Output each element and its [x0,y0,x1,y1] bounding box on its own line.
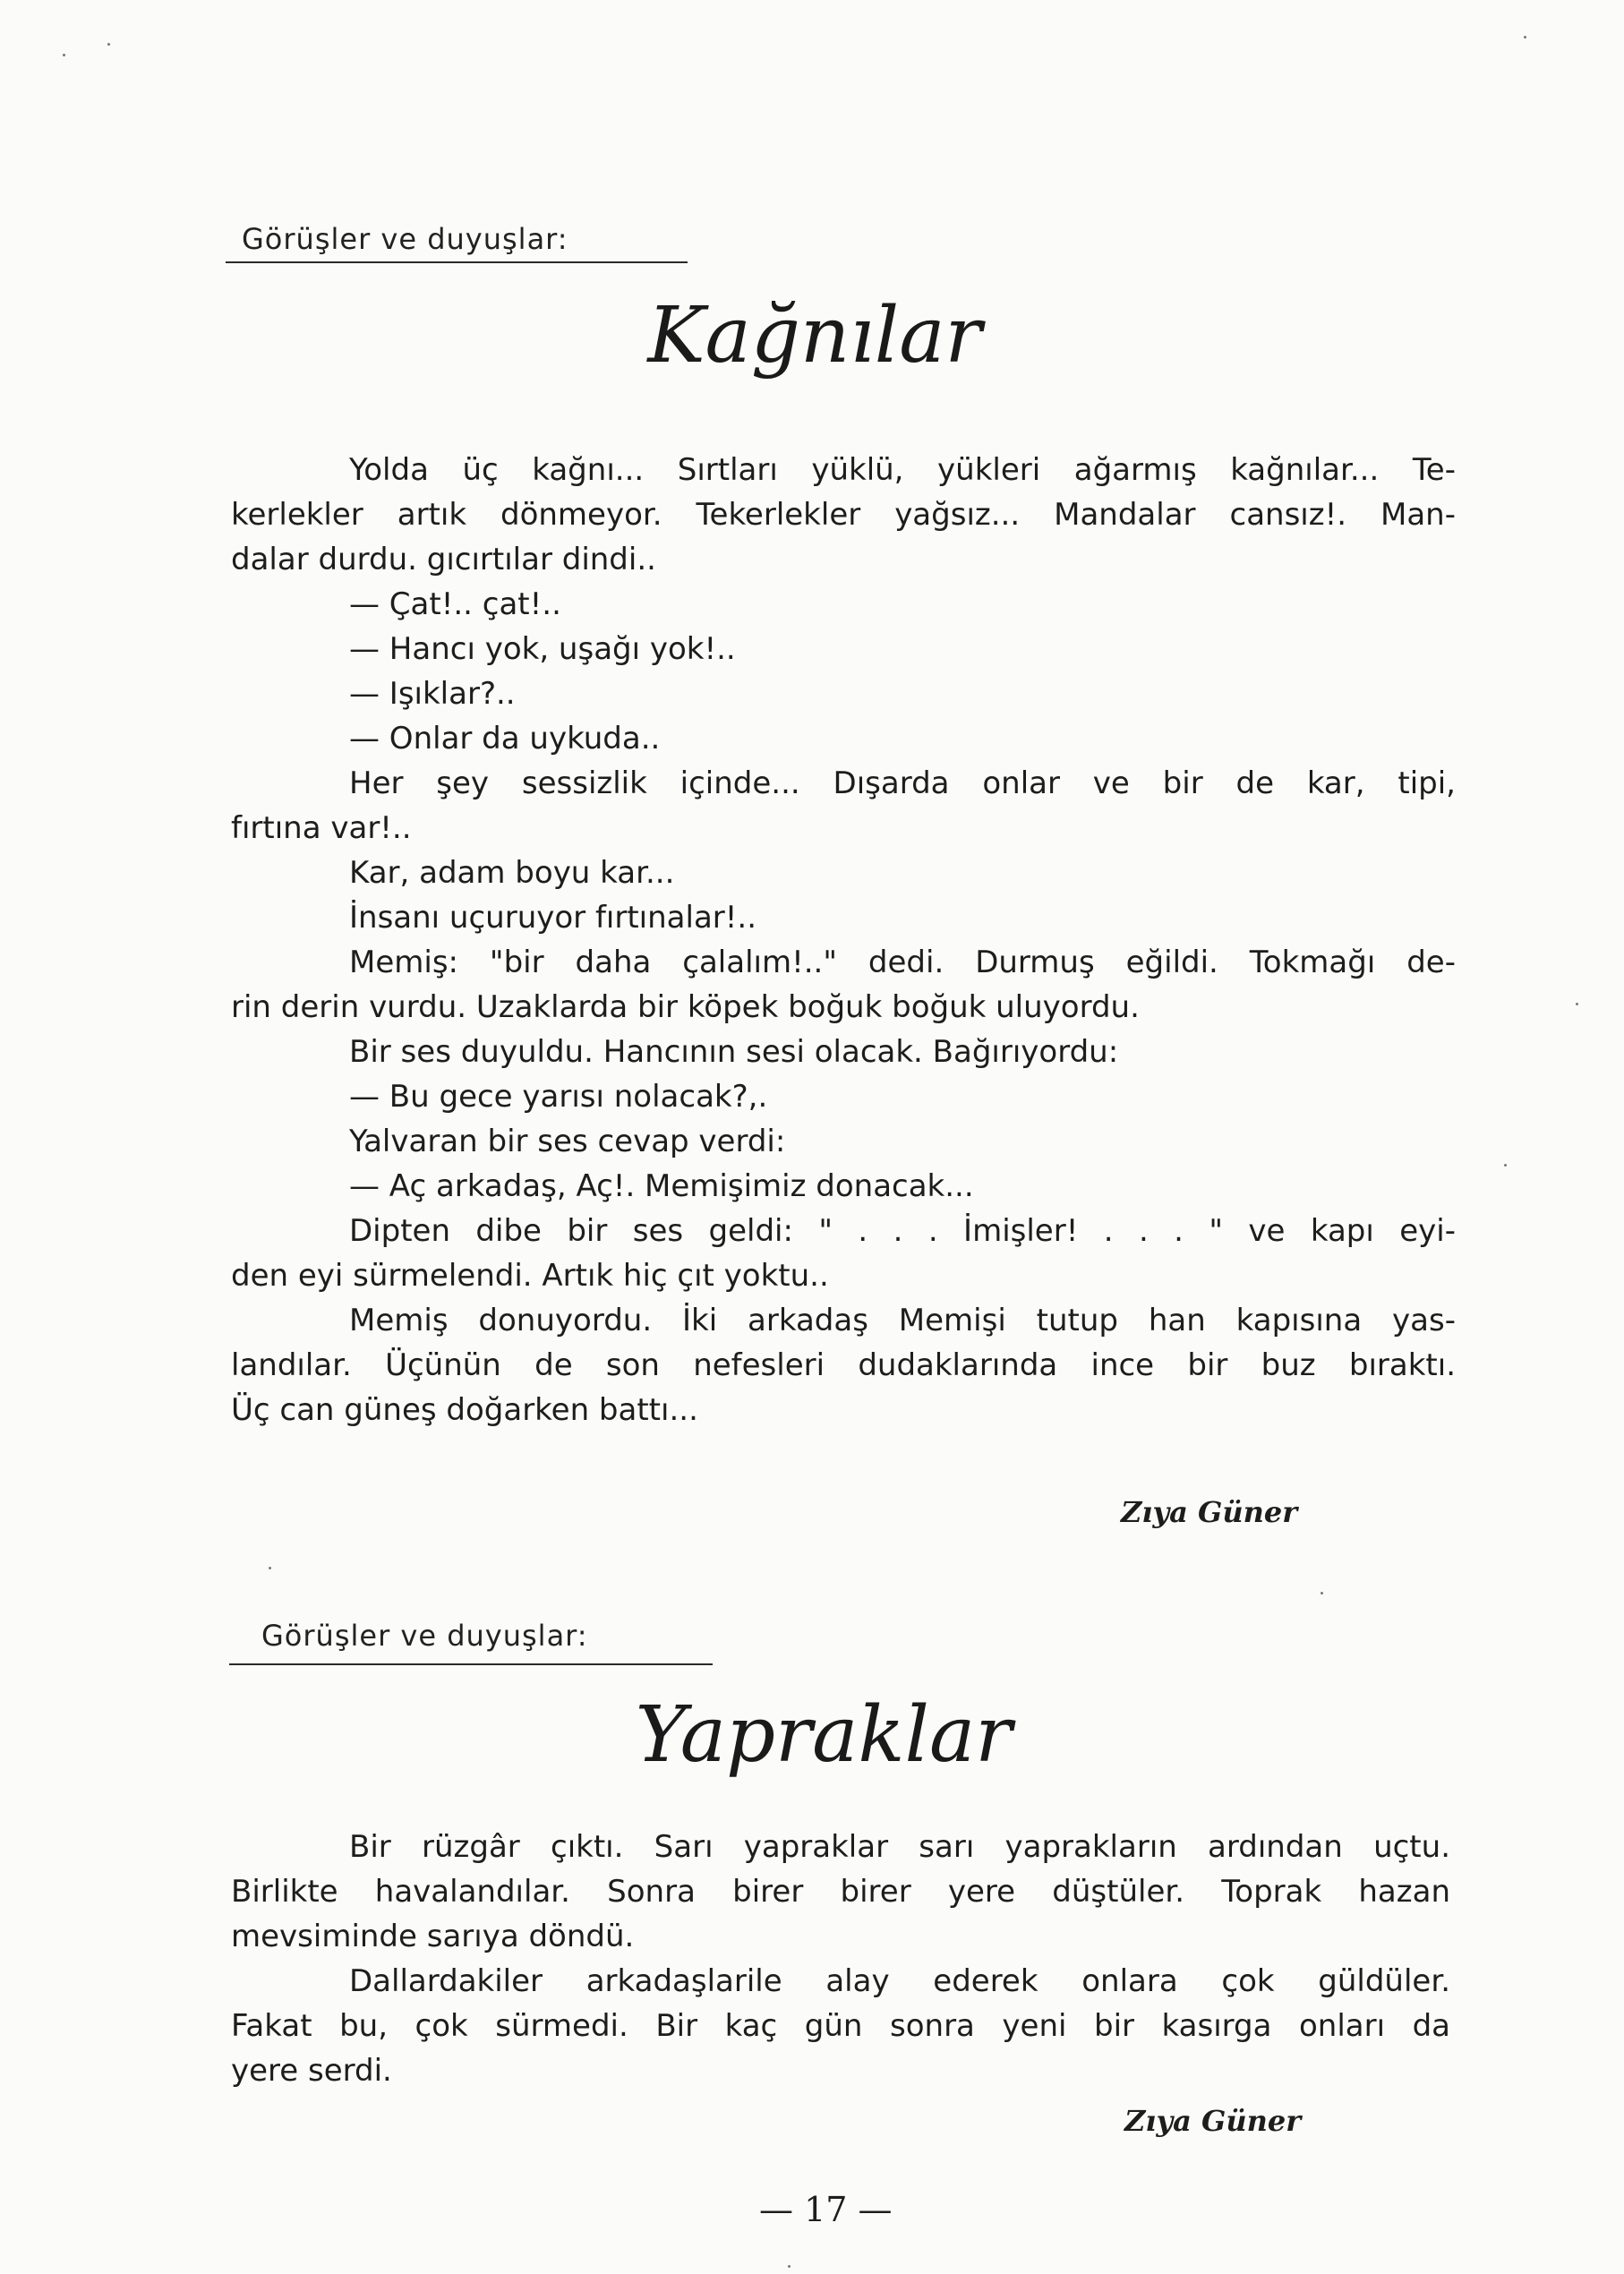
body-line: Her şey sessizlik içinde... Dışarda onlar ve bir de kar, tipi, [349,765,1456,801]
scan-speck [107,43,110,46]
body-line: dalar durdu. gıcırtılar dindi.. [231,542,656,577]
body-line: Memiş donuyordu. İki arkadaş Memişi tutup han kapısına yas- [349,1303,1456,1338]
body-line: den eyi sürmelendi. Artık hiç çıt yoktu.. [231,1258,829,1294]
section-label-1: Görüşler ve duyuşlar: [242,222,568,256]
body-line: — Aç arkadaş, Aç!. Memişimiz donacak... [349,1168,974,1204]
scan-speck [269,1567,271,1569]
body-line: — Işıklar?.. [349,676,516,712]
page-number: — 17 — [759,2190,893,2229]
body-line: landılar. Üçünün de son nefesleri dudaklarında ince bir buz bıraktı. [231,1347,1456,1383]
body-line: Bir ses duyuldu. Hancının sesi olacak. Bağırıyordu: [349,1034,1119,1070]
article-title-1: Kağnılar [647,291,982,380]
article-body-1 [231,448,1456,1432]
body-line: fırtına var!.. [231,810,412,846]
body-line: Bir rüzgâr çıktı. Sarı yapraklar sarı yaprakların ardından uçtu. [349,1829,1450,1865]
section-rule-1 [226,261,688,263]
section-label-2: Görüşler ve duyuşlar: [261,1619,588,1653]
body-line: yere serdi. [231,2053,392,2089]
scan-speck [1576,1003,1578,1005]
article-body-2 [231,1825,1450,2093]
body-line: Üç can güneş doğarken battı... [231,1392,698,1428]
body-line: Memiş: "bir daha çalalım!.." dedi. Durmuş eğildi. Tokmağı de- [349,945,1456,980]
article-title-2: Yapraklar [635,1690,1013,1780]
body-line: kerlekler artık dönmeyor. Tekerlekler yağsız... Mandalar cansız!. Man- [231,497,1456,533]
scan-speck [63,54,65,56]
body-line: Yolda üç kağnı... Sırtları yüklü, yükleri ağarmış kağnılar... Te- [349,452,1456,488]
body-line: — Onlar da uykuda.. [349,721,661,757]
body-line: Birlikte havalandılar. Sonra birer birer yere düştüler. Toprak hazan [231,1874,1450,1910]
scan-speck [788,2265,791,2268]
section-rule-2 [229,1663,713,1665]
body-line: İnsanı uçuruyor fırtınalar!.. [349,900,757,936]
body-line: Kar, adam boyu kar... [349,855,675,891]
body-line: Fakat bu, çok sürmedi. Bir kaç gün sonra yeni bir kasırga onları da [231,2008,1450,2044]
body-line: rin derin vurdu. Uzaklarda bir köpek boğuk boğuk uluyordu. [231,989,1140,1025]
body-line: Dipten dibe bir ses geldi: " . . . İmişler! . . . " ve kapı eyi- [349,1213,1456,1249]
scan-speck [1504,1164,1507,1167]
body-line: mevsiminde sarıya döndü. [231,1919,635,1954]
body-line: Yalvaran bir ses cevap verdi: [349,1124,786,1159]
body-line: — Bu gece yarısı nolacak?,. [349,1079,768,1115]
body-line: Dallardakiler arkadaşlarile alay ederek onlara çok güldüler. [349,1963,1450,1999]
scan-speck [1321,1592,1323,1594]
body-line: — Hancı yok, uşağı yok!.. [349,631,736,667]
author-signature-2: Zıya Güner [1124,2104,1302,2138]
scan-speck [1524,36,1526,38]
body-line: — Çat!.. çat!.. [349,586,561,622]
author-signature-1: Zıya Güner [1121,1495,1298,1529]
